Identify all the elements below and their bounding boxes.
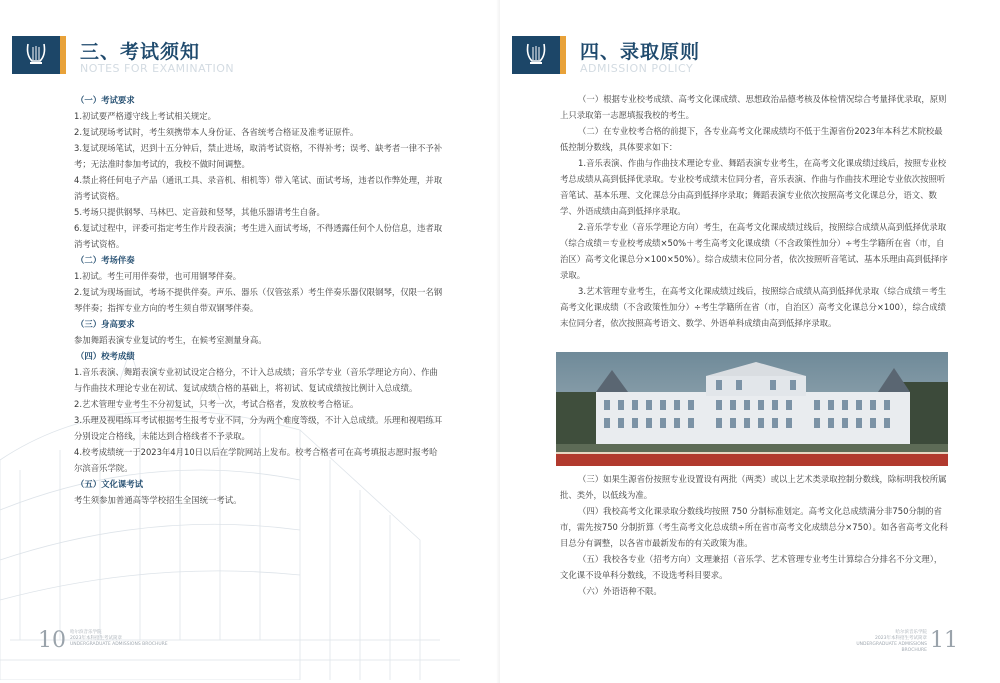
section-subtitle: ADMISSION POLICY [580, 62, 694, 75]
paragraph: （二）在专业校考合格的前提下，各专业高考文化课成绩均不低于生源省份2023年本科艺术院校最低控制分数线，具体要求如下： [560, 126, 943, 152]
paragraph: 1.音乐表演、作曲与作曲技术理论专业、舞蹈表演专业考生，在高考文化课成绩过线后，按照专业校考总成绩从高到低择优录取。专业校考成绩末位同分者，音乐表演、作曲与作曲技术理论专业依次按照听音笔试、基本乐理、文化课总分由高到低择序录取；舞蹈表演专业依次按照高考文化课总分，语文、数学、外语成绩由高到低择序录取。 [560, 158, 947, 216]
paragraph: 3.艺术管理专业考生，在高考文化课成绩过线后，按照综合成绩从高到低择优录取（综合成绩＝考生高考文化课成绩（不含政策性加分）÷考生学籍所在省（市，自治区）高考文化课总分×100），综合成绩末位同分者，依次按照高考语文、数学、外语单科成绩由高到低择序录取。 [560, 286, 947, 328]
lyre-logo-icon [524, 41, 548, 67]
campus-building-photo [556, 352, 948, 466]
paragraph: （三）如果生源省份按照专业设置设有两批（两类）或以上艺术类录取控制分数线，除标明我校所属批、类外，以低线为准。 [560, 474, 947, 500]
section-title: 四、录取原则 [580, 41, 701, 63]
page-caption-brochure: 2023年本科招生考试简章 [70, 636, 122, 641]
paragraph: （四）我校高考文化课录取分数线均按照 750 分制标准划定。高考文化总成绩满分非750分制的省市，需先按750 分制折算（考生高考文化总成绩÷所在省市高考文化成绩总分×750）。如各省高考文化科目总分有调整，以各省市最新发布的有关政策为准。 [560, 506, 948, 548]
paragraph: 4.禁止将任何电子产品（通讯工具、录音机、相机等）带入笔试、面试考场，违者以作弊处理，并取消考试资格。 [74, 175, 443, 201]
paragraph: 2.复试现场考试时，考生须携带本人身份证、各省统考合格证及准考证原件。 [74, 127, 359, 137]
paragraph: 考生须参加普通高等学校招生全国统一考试。 [74, 495, 242, 505]
subsection-heading: （三）身高要求 [76, 319, 135, 329]
page-caption-english: UNDERGRADUATE ADMISSIONS BROCHURE [856, 642, 927, 653]
paragraph: 2.艺术管理专业考生不分初复试，只考一次，考试合格者，发放校考合格证。 [74, 399, 359, 409]
campus-building-illustration [556, 352, 948, 466]
admission-policy-content [560, 91, 948, 331]
section-badge [512, 36, 560, 74]
lyre-logo-icon [24, 41, 48, 67]
page-number: 10 [38, 628, 66, 653]
paragraph: 4.校考成绩统一于2023年4月10日以后在学院网站上发布。校考合格者可在高考填报志愿时报考哈尔滨音乐学院。 [74, 447, 438, 473]
page-caption [70, 630, 168, 648]
subsection-heading: （五）文化课考试 [76, 479, 143, 489]
paragraph: （六）外语语种不限。 [578, 586, 662, 596]
paragraph: 1.初试。考生可用伴奏带，也可用钢琴伴奏。 [74, 271, 242, 281]
admission-policy-content-continued [560, 471, 948, 599]
paragraph: 参加舞蹈表演专业复试的考生，在候考室测量身高。 [74, 335, 267, 345]
paragraph: （五）我校各专业（招考方向）文理兼招（音乐学、艺术管理专业考生计算综合分排名不分文理），文化课不设单科分数线，不设选考科目要求。 [560, 554, 943, 580]
paragraph: 6.复试过程中，评委可指定考生作片段表演；考生进入面试考场，不得透露任何个人份信息，违者取消考试资格。 [74, 223, 443, 249]
subsection-heading: （二）考场伴奏 [76, 255, 135, 265]
paragraph: 2.音乐学专业（音乐学理论方向）考生，在高考文化课成绩过线后，按照综合成绩从高到低择优录取（综合成绩＝专业校考成绩×50%＋考生高考文化课成绩（不含政策性加分）÷考生学籍所在省（市，自治区）高考文化课总分×100×50%）。综合成绩末位同分者，依次按照听音笔试、基本乐理由高到低择序录取。 [560, 222, 948, 280]
paragraph: 5.考场只提供钢琴、马林巴、定音鼓和竖琴，其他乐器请考生自备。 [74, 207, 325, 217]
page-caption-school: 哈尔滨音乐学院 [895, 630, 927, 635]
subsection-heading: （一）考试要求 [76, 95, 135, 105]
page-caption-english: UNDERGRADUATE ADMISSIONS BROCHURE [70, 642, 168, 647]
paragraph: （一）根据专业校考成绩、高考文化课成绩、思想政治品德考核及体检情况综合考量择优录取，原则上只录取第一志愿填报我校的考生。 [560, 94, 947, 120]
paragraph: 3.乐理及视唱练耳考试根据考生报考专业不同，分为两个难度等级，不计入总成绩。乐理和视唱练耳分别设定合格线，未能达到合格线者不予录取。 [74, 415, 443, 441]
section-title: 三、考试须知 [80, 41, 201, 63]
page-caption-school: 哈尔滨音乐学院 [70, 630, 102, 635]
paragraph: 1.音乐表演、舞蹈表演专业初试设定合格分，不计入总成绩；音乐学专业（音乐学理论方向）、作曲与作曲技术理论专业在初试、复试成绩合格的基础上，将初试、复试成绩按比例计入总成绩。 [74, 367, 438, 393]
section-badge [12, 36, 60, 74]
badge-accent-stripe [560, 36, 566, 74]
paragraph: 2.复试为现场面试，考场不提供伴奏。声乐、器乐（仅管弦系）考生伴奏乐器仅限钢琴，仅限一名钢琴伴奏；指挥专业方向的考生须自带双钢琴伴奏。 [74, 287, 443, 313]
exam-notes-content [64, 92, 444, 508]
page-caption [847, 630, 927, 654]
page-number: 11 [930, 628, 958, 653]
paragraph: 3.复试现场笔试，迟到十五分钟后，禁止进场，取消考试资格，不得补考；误考、缺考者一律不予补考；无法准时参加考试的，我校不做时间调整。 [74, 143, 443, 169]
section-subtitle: NOTES FOR EXAMINATION [80, 62, 235, 75]
right-page [500, 0, 1000, 683]
paragraph: 1.初试要严格遵守线上考试相关规定。 [74, 111, 216, 121]
page-caption-brochure: 2023年本科招生考试简章 [875, 636, 927, 641]
subsection-heading: （四）校考成绩 [76, 351, 135, 361]
badge-accent-stripe [60, 36, 66, 74]
